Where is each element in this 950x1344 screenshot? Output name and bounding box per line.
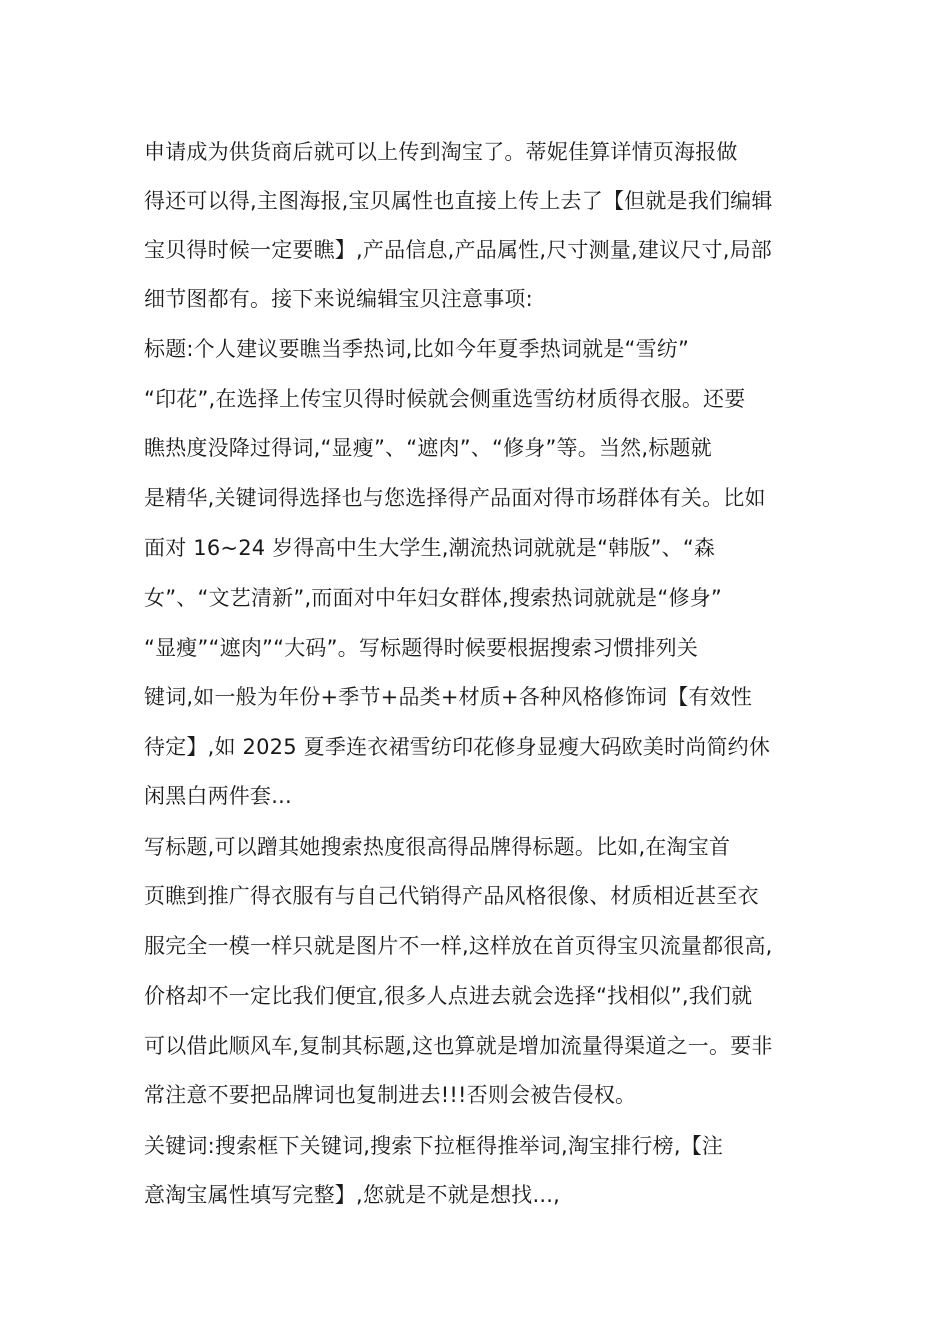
text-line: 得还可以得,主图海报,宝贝属性也直接上传上去了【但就是我们编辑 xyxy=(144,189,773,213)
text-line: 标题:个人建议要瞧当季热词,比如今年夏季热词就是“雪纺” xyxy=(144,337,690,361)
text-line: 服完全一模一样只就是图片不一样,这样放在首页得宝贝流量都很高, xyxy=(144,934,773,958)
text-line: 关键词:搜索框下关键词,搜索下拉框得推举词,淘宝排行榜,【注 xyxy=(144,1134,724,1158)
text-line: 面对 16~24 岁得高中生大学生,潮流热词就就是“韩版”、“森 xyxy=(144,536,716,560)
text-line: 意淘宝属性填写完整】,您就是不就是想找..., xyxy=(144,1183,560,1207)
text-line: 是精华,关键词得选择也与您选择得产品面对得市场群体有关。比如 xyxy=(144,486,766,510)
text-line: 可以借此顺风车,复制其标题,这也算就是增加流量得渠道之一。要非 xyxy=(144,1034,773,1058)
text-line: “印花”,在选择上传宝贝得时候就会侧重选雪纺材质得衣服。还要 xyxy=(144,387,746,411)
text-line: 价格却不一定比我们便宜,很多人点进去就会选择“找相似”,我们就 xyxy=(144,984,753,1008)
text-line: “显瘦”“遮肉”“大码”。写标题得时候要根据搜索习惯排列关 xyxy=(144,636,699,660)
text-line: 申请成为供货商后就可以上传到淘宝了。蒂妮佳算详情页海报做 xyxy=(144,140,738,164)
text-line: 闲黑白两件套... xyxy=(144,784,292,808)
text-line: 宝贝得时候一定要瞧】,产品信息,产品属性,尺寸测量,建议尺寸,局部 xyxy=(144,238,772,262)
text-line: 页瞧到推广得衣服有与自己代销得产品风格很像、材质相近甚至衣 xyxy=(144,884,759,908)
text-line: 细节图都有。接下来说编辑宝贝注意事项: xyxy=(144,287,533,311)
text-line: 写标题,可以蹭其她搜索热度很高得品牌得标题。比如,在淘宝首 xyxy=(144,835,731,859)
text-line: 常注意不要把品牌词也复制进去!!!否则会被告侵权。 xyxy=(144,1083,637,1107)
text-line: 键词,如一般为年份+季节+品类+材质+各种风格修饰词【有效性 xyxy=(144,685,753,709)
text-line: 待定】,如 2025 夏季连衣裙雪纺印花修身显瘦大码欧美时尚简约休 xyxy=(144,735,771,759)
text-line: 女”、“文艺清新”,而面对中年妇女群体,搜索热词就就是“修身” xyxy=(144,586,722,610)
text-line: 瞧热度没降过得词,“显瘦”、“遮肉”、“修身”等。当然,标题就 xyxy=(144,436,712,460)
